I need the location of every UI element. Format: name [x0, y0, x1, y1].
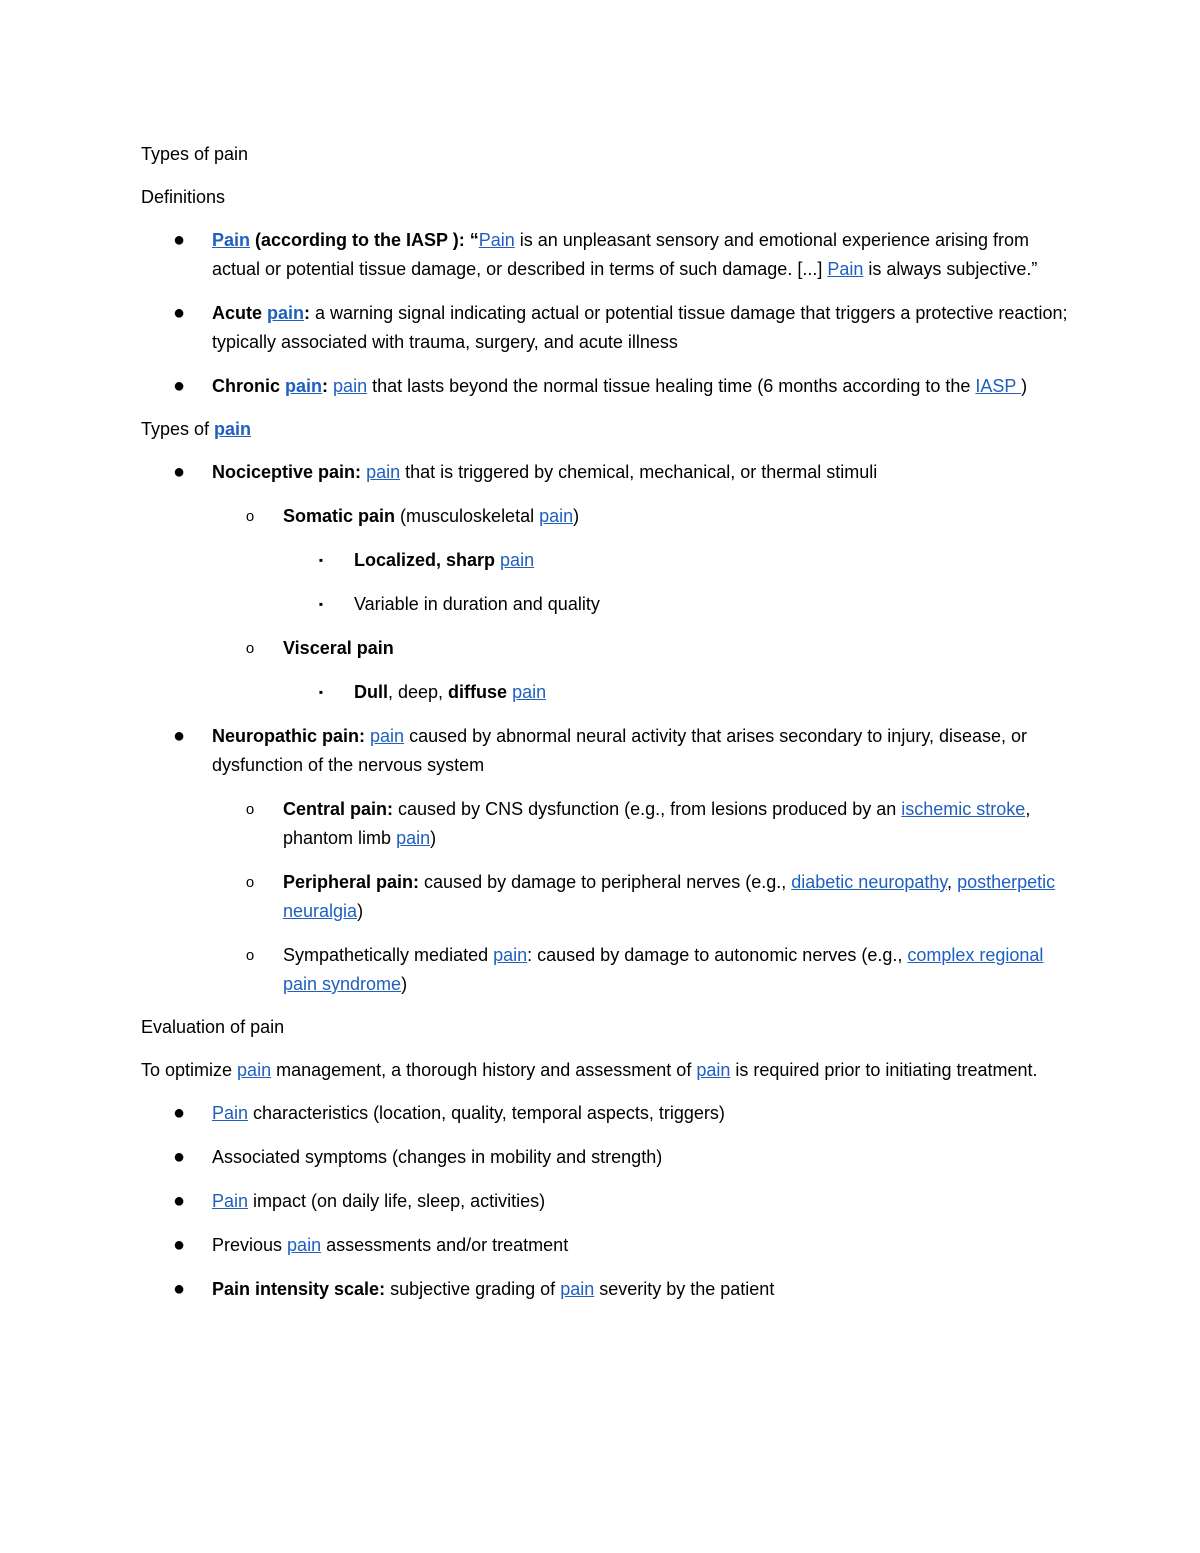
- types-list: [141, 458, 1071, 999]
- list-item: ● Pain impact (on daily life, sleep, activities): [141, 1187, 1071, 1216]
- list-item: ● Pain characteristics (location, quality, temporal aspects, triggers): [141, 1099, 1071, 1128]
- visceral-sublist: [283, 678, 1071, 707]
- pain-link[interactable]: pain: [512, 682, 547, 702]
- pain-link[interactable]: pain: [366, 462, 401, 482]
- pain-link[interactable]: pain: [560, 1279, 595, 1299]
- pain-link[interactable]: pain: [493, 945, 528, 965]
- pain-link[interactable]: pain: [500, 550, 535, 570]
- pain-link[interactable]: pain: [539, 506, 574, 526]
- pain-link[interactable]: pain: [333, 376, 368, 396]
- circle-marker: o: [245, 801, 255, 818]
- document-body: [141, 140, 1071, 1318]
- pain-link[interactable]: Pain: [478, 230, 515, 250]
- square-marker: ▪: [318, 553, 324, 567]
- pain-link[interactable]: pain: [396, 828, 431, 848]
- square-marker: ▪: [318, 597, 324, 611]
- peripheral-pain-item: o Peripheral pain: caused by damage to peripheral nerves (e.g., diabetic neuropathy, postherpetic neuralgia): [212, 868, 1071, 926]
- visceral-pain-item: o Visceral pain ▪ Dull, deep, diffuse pain: [212, 634, 1071, 707]
- circle-marker: o: [245, 874, 255, 891]
- neuropathic-pain-item: ● Neuropathic pain: pain caused by abnormal neural activity that arises secondary to injury, disease, or dysfunction of the nervous system o Central pain: caused by CNS dysfunction (e.g., from lesions produced by an ischemic stroke, phantom limb pain) o Peripheral pain: caused by damage to peripheral nerves (e.g., diabetic neuropathy, postherpetic neuralgia) o Sympathetically mediated pain: caused by damage to autonomic nerves (e.g., complex regional pain syndrome): [141, 722, 1071, 999]
- nociceptive-sublist: [212, 502, 1071, 707]
- pain-link[interactable]: pain: [214, 419, 252, 439]
- somatic-pain-item: o Somatic pain (musculoskeletal pain) ▪ Localized, sharp pain ▪ Variable in duration and quality: [212, 502, 1071, 619]
- definition-chronic-pain: ● Chronic pain: pain that lasts beyond the normal tissue healing time (6 months according to the IASP ): [141, 372, 1071, 401]
- circle-marker: o: [245, 947, 255, 964]
- crps-link[interactable]: complex regional pain syndrome: [283, 945, 1044, 994]
- list-item: ▪ Dull, deep, diffuse pain: [283, 678, 1071, 707]
- evaluation-heading: Evaluation of pain: [141, 1017, 285, 1037]
- pain-link[interactable]: pain: [285, 376, 323, 396]
- circle-marker: o: [245, 640, 255, 657]
- bullet-marker: ●: [172, 1278, 186, 1300]
- list-item: ● Pain intensity scale: subjective grading of pain severity by the patient: [141, 1275, 1071, 1304]
- central-pain-item: o Central pain: caused by CNS dysfunction (e.g., from lesions produced by an ischemic stroke, phantom limb pain): [212, 795, 1071, 853]
- bullet-marker: ●: [172, 461, 186, 483]
- nociceptive-pain-item: ● Nociceptive pain: pain that is triggered by chemical, mechanical, or thermal stimuli o Somatic pain (musculoskeletal pain) ▪ Localized, sharp pain ▪ Variable in duration and quality o Visceral pain ▪ Dull, deep, diffuse pain: [141, 458, 1071, 707]
- definition-acute-pain: ● Acute pain: a warning signal indicating actual or potential tissue damage that triggers a protective reaction; typically associated with trauma, surgery, and acute illness: [141, 299, 1071, 357]
- list-item: ● Associated symptoms (changes in mobility and strength): [141, 1143, 1071, 1172]
- types-heading: Types of pain: [141, 419, 252, 439]
- pain-link[interactable]: pain: [696, 1060, 731, 1080]
- bullet-marker: ●: [172, 1234, 186, 1256]
- pain-link[interactable]: Pain: [827, 259, 864, 279]
- pain-link[interactable]: Pain: [212, 230, 251, 250]
- postherpetic-neuralgia-link[interactable]: postherpetic neuralgia: [283, 872, 1056, 921]
- pain-link[interactable]: pain: [370, 726, 405, 746]
- definitions-list: [141, 226, 1071, 401]
- bullet-marker: ●: [172, 1146, 186, 1168]
- iasp-link[interactable]: IASP: [975, 376, 1022, 396]
- bullet-marker: ●: [172, 375, 186, 397]
- bullet-marker: ●: [172, 725, 186, 747]
- page-title: Types of pain: [141, 144, 249, 164]
- definitions-heading: Definitions: [141, 187, 226, 207]
- pain-link[interactable]: Pain: [212, 1191, 249, 1211]
- pain-link[interactable]: pain: [287, 1235, 322, 1255]
- somatic-sublist: [283, 546, 1071, 619]
- evaluation-intro: To optimize pain management, a thorough history and assessment of pain is required prior to initiating treatment.: [141, 1060, 1038, 1080]
- list-item: ▪ Variable in duration and quality: [283, 590, 1071, 619]
- pain-link[interactable]: pain: [267, 303, 305, 323]
- sympathetic-pain-item: o Sympathetically mediated pain: caused by damage to autonomic nerves (e.g., complex regional pain syndrome): [212, 941, 1071, 999]
- bullet-marker: ●: [172, 302, 186, 324]
- square-marker: ▪: [318, 685, 324, 699]
- list-item: ● Previous pain assessments and/or treatment: [141, 1231, 1071, 1260]
- evaluation-list: [141, 1099, 1071, 1304]
- definition-pain: ● Pain (according to the IASP ): “Pain is an unpleasant sensory and emotional experience arising from actual or potential tissue damage, or described in terms of such damage. [...] Pain is always subjective.”: [141, 226, 1071, 284]
- diabetic-neuropathy-link[interactable]: diabetic neuropathy: [791, 872, 948, 892]
- bullet-marker: ●: [172, 1190, 186, 1212]
- bullet-marker: ●: [172, 1102, 186, 1124]
- ischemic-stroke-link[interactable]: ischemic stroke: [901, 799, 1026, 819]
- neuropathic-sublist: [212, 795, 1071, 999]
- circle-marker: o: [245, 508, 255, 525]
- bullet-marker: ●: [172, 229, 186, 251]
- pain-link[interactable]: Pain: [212, 1103, 249, 1123]
- pain-link[interactable]: pain: [237, 1060, 272, 1080]
- list-item: ▪ Localized, sharp pain: [283, 546, 1071, 575]
